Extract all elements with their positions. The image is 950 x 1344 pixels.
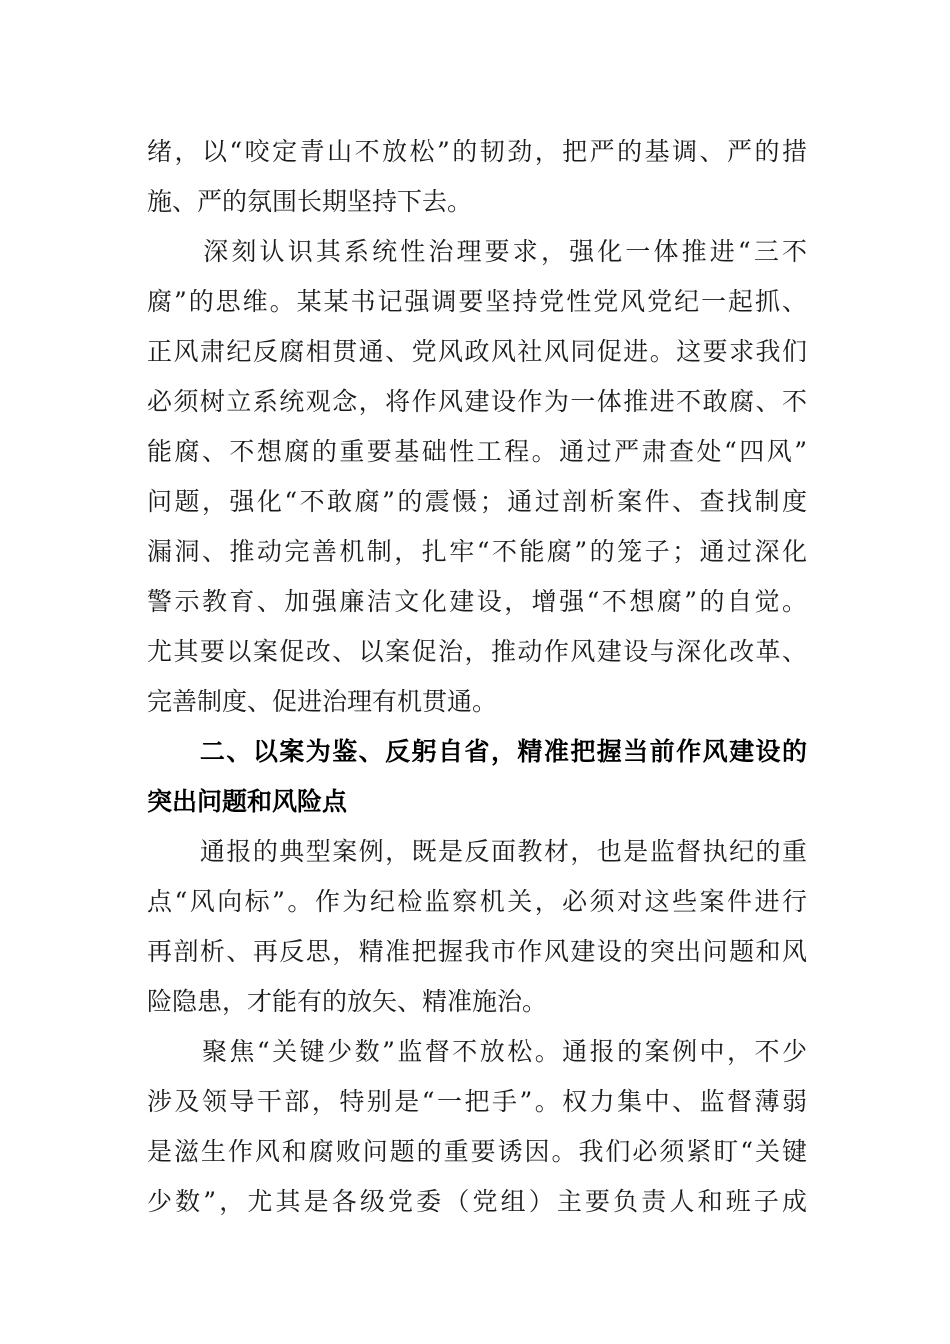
paragraph-line: 问题，强化“不敢腐”的震慑；通过剖析案件、查找制度	[147, 487, 807, 516]
paragraph-line: 险隐患，才能有的放矢、精准施治。	[147, 987, 548, 1016]
section-heading: 二、以案为鉴、反躬自省，精准把握当前作风建设的	[147, 737, 807, 766]
paragraph-line: 必须树立系统观念，将作风建设作为一体推进不敢腐、不	[147, 387, 807, 416]
section-heading: 突出问题和风险点	[147, 787, 348, 816]
paragraph-line: 点“风向标”。作为纪检监察机关，必须对这些案件进行	[147, 887, 807, 916]
paragraph-line: 完善制度、促进治理有机贯通。	[147, 687, 498, 716]
paragraph-line: 腐”的思维。某某书记强调要坚持党性党风党纪一起抓、	[147, 287, 807, 316]
paragraph-line: 绪，以“咬定青山不放松”的韧劲，把严的基调、严的措	[147, 137, 807, 166]
paragraph-line: 是滋生作风和腐败问题的重要诱因。我们必须紧盯“关键	[147, 1137, 807, 1166]
paragraph-line: 少数”，尤其是各级党委（党组）主要负责人和班子成	[147, 1187, 807, 1216]
paragraph-line: 通报的典型案例，既是反面教材，也是监督执纪的重	[147, 837, 807, 866]
paragraph-line: 聚焦“关键少数”监督不放松。通报的案例中，不少	[147, 1037, 807, 1066]
paragraph-line: 能腐、不想腐的重要基础性工程。通过严肃查处“四风”	[147, 437, 807, 466]
paragraph-line: 正风肃纪反腐相贯通、党风政风社风同促进。这要求我们	[147, 337, 807, 366]
paragraph-line: 深刻认识其系统性治理要求，强化一体推进“三不	[147, 237, 807, 266]
paragraph-line: 再剖析、再反思，精准把握我市作风建设的突出问题和风	[147, 937, 807, 966]
paragraph-line: 漏洞、推动完善机制，扎牢“不能腐”的笼子；通过深化	[147, 537, 807, 566]
paragraph-line: 尤其要以案促改、以案促治，推动作风建设与深化改革、	[147, 637, 807, 666]
paragraph-line: 涉及领导干部，特别是“一把手”。权力集中、监督薄弱	[147, 1087, 807, 1116]
paragraph-line: 施、严的氛围长期坚持下去。	[147, 187, 473, 216]
paragraph-line: 警示教育、加强廉洁文化建设，增强“不想腐”的自觉。	[147, 587, 807, 616]
